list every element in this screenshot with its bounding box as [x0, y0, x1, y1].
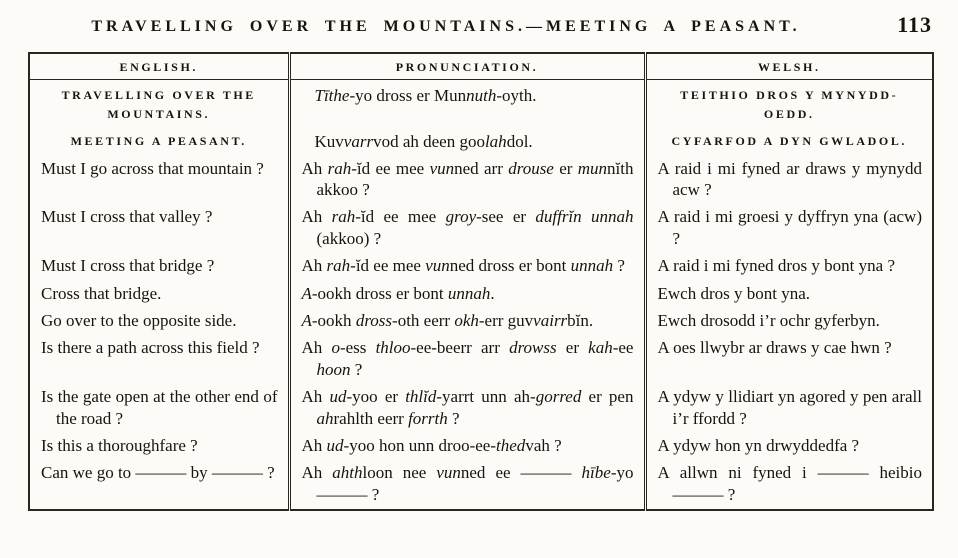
- pronunciation-cell: Ah ud-yoo hon unn droo-ee-thedvah ?: [289, 433, 645, 460]
- english-cell: Is this a thoroughfare ?: [41, 436, 198, 456]
- phrase-row: [29, 460, 933, 510]
- welsh-cell: A ydyw y llidiart yn agored y pen arall i’r ffordd ?: [645, 384, 933, 433]
- pronunciation-cell: Ah o-ess thloo-ee-beerr arr drowss er kah-ee hoon ?: [289, 335, 645, 384]
- phrase-row: [29, 281, 933, 308]
- pronunciation-cell: A-ookh dross-oth eerr okh-err guvvairrbĭn.: [289, 308, 645, 335]
- running-header: [20, 10, 942, 52]
- welsh-cell: A allwn ni fyned i ——— heibio ——— ?: [645, 460, 933, 510]
- phrase-row: [29, 253, 933, 280]
- english-cell: Must I go across that mountain ?: [41, 158, 264, 178]
- page-title: TRAVELLING OVER THE MOUNTAINS.—MEETING A PEASANT.: [91, 18, 801, 35]
- english-cell: Must I cross that bridge ?: [41, 256, 215, 276]
- welsh-cell: A raid i mi fyned ar draws y mynydd acw ?: [645, 156, 933, 205]
- english-cell: Is there a path across this field ?: [41, 338, 260, 358]
- column-header-row: [29, 53, 933, 80]
- column-header-pronunciation: PRONUNCIATION.: [289, 53, 645, 80]
- english-cell: Go over to the opposite side.: [41, 311, 237, 331]
- welsh-cell: A raid i mi groesi y dyffryn yna (acw) ?: [645, 204, 933, 253]
- phrase-table: [28, 52, 934, 511]
- section-row: [29, 126, 933, 155]
- page-number: 113: [897, 12, 932, 37]
- pronunciation-cell: Ah rah-ĭd ee mee vunned dross er bont unnah ?: [289, 253, 645, 280]
- english-cell: Can we go to ——— by ——— ?: [41, 463, 275, 483]
- phrase-row: [29, 433, 933, 460]
- english-cell: Is the gate open at the other end of the road ?: [41, 387, 278, 428]
- welsh-cell: A ydyw hon yn drwyddedfa ?: [645, 433, 933, 460]
- column-header-welsh: WELSH.: [645, 53, 933, 80]
- pronunciation-section-heading: Tīthe-yo dross er Munnuth-oyth.: [289, 80, 645, 127]
- pronunciation-section-heading: Kuvvarrvod ah deen goolahdol.: [289, 126, 645, 155]
- phrase-row: [29, 335, 933, 384]
- english-section-heading: TRAVELLING OVER THE MOUNTAINS.: [61, 88, 256, 121]
- pronunciation-cell: Ah ahthloon nee vunned ee ——— hībe-yo ——— ?: [289, 460, 645, 510]
- phrase-row: [29, 384, 933, 433]
- welsh-section-heading: TEITHIO DROS Y MYNYDD-OEDD.: [645, 80, 933, 127]
- pronunciation-cell: Ah rah-ĭd ee mee vunned arr drouse er munnĭth akkoo ?: [289, 156, 645, 205]
- column-header-english: ENGLISH.: [29, 53, 289, 80]
- welsh-cell: A raid i mi fyned dros y bont yna ?: [645, 253, 933, 280]
- pronunciation-cell: Ah rah-ĭd ee mee groy-see er duffrĭn unnah (akkoo) ?: [289, 204, 645, 253]
- phrase-row: [29, 204, 933, 253]
- pronunciation-cell: A-ookh dross er bont unnah.: [289, 281, 645, 308]
- phrase-row: [29, 308, 933, 335]
- phrase-row: [29, 156, 933, 205]
- english-cell: Must I cross that valley ?: [41, 207, 213, 227]
- welsh-cell: Ewch drosodd i’r ochr gyferbyn.: [645, 308, 933, 335]
- english-cell: Cross that bridge.: [41, 283, 162, 303]
- welsh-section-heading: CYFARFOD A DYN GWLADOL.: [645, 126, 933, 155]
- welsh-cell: A oes llwybr ar draws y cae hwn ?: [645, 335, 933, 384]
- section-row: [29, 80, 933, 127]
- english-section-heading: MEETING A PEASANT.: [70, 134, 247, 149]
- welsh-cell: Ewch dros y bont yna.: [645, 281, 933, 308]
- pronunciation-cell: Ah ud-yoo er thlĭd-yarrt unn ah-gorred er pen ahrahlth eerr forrth ?: [289, 384, 645, 433]
